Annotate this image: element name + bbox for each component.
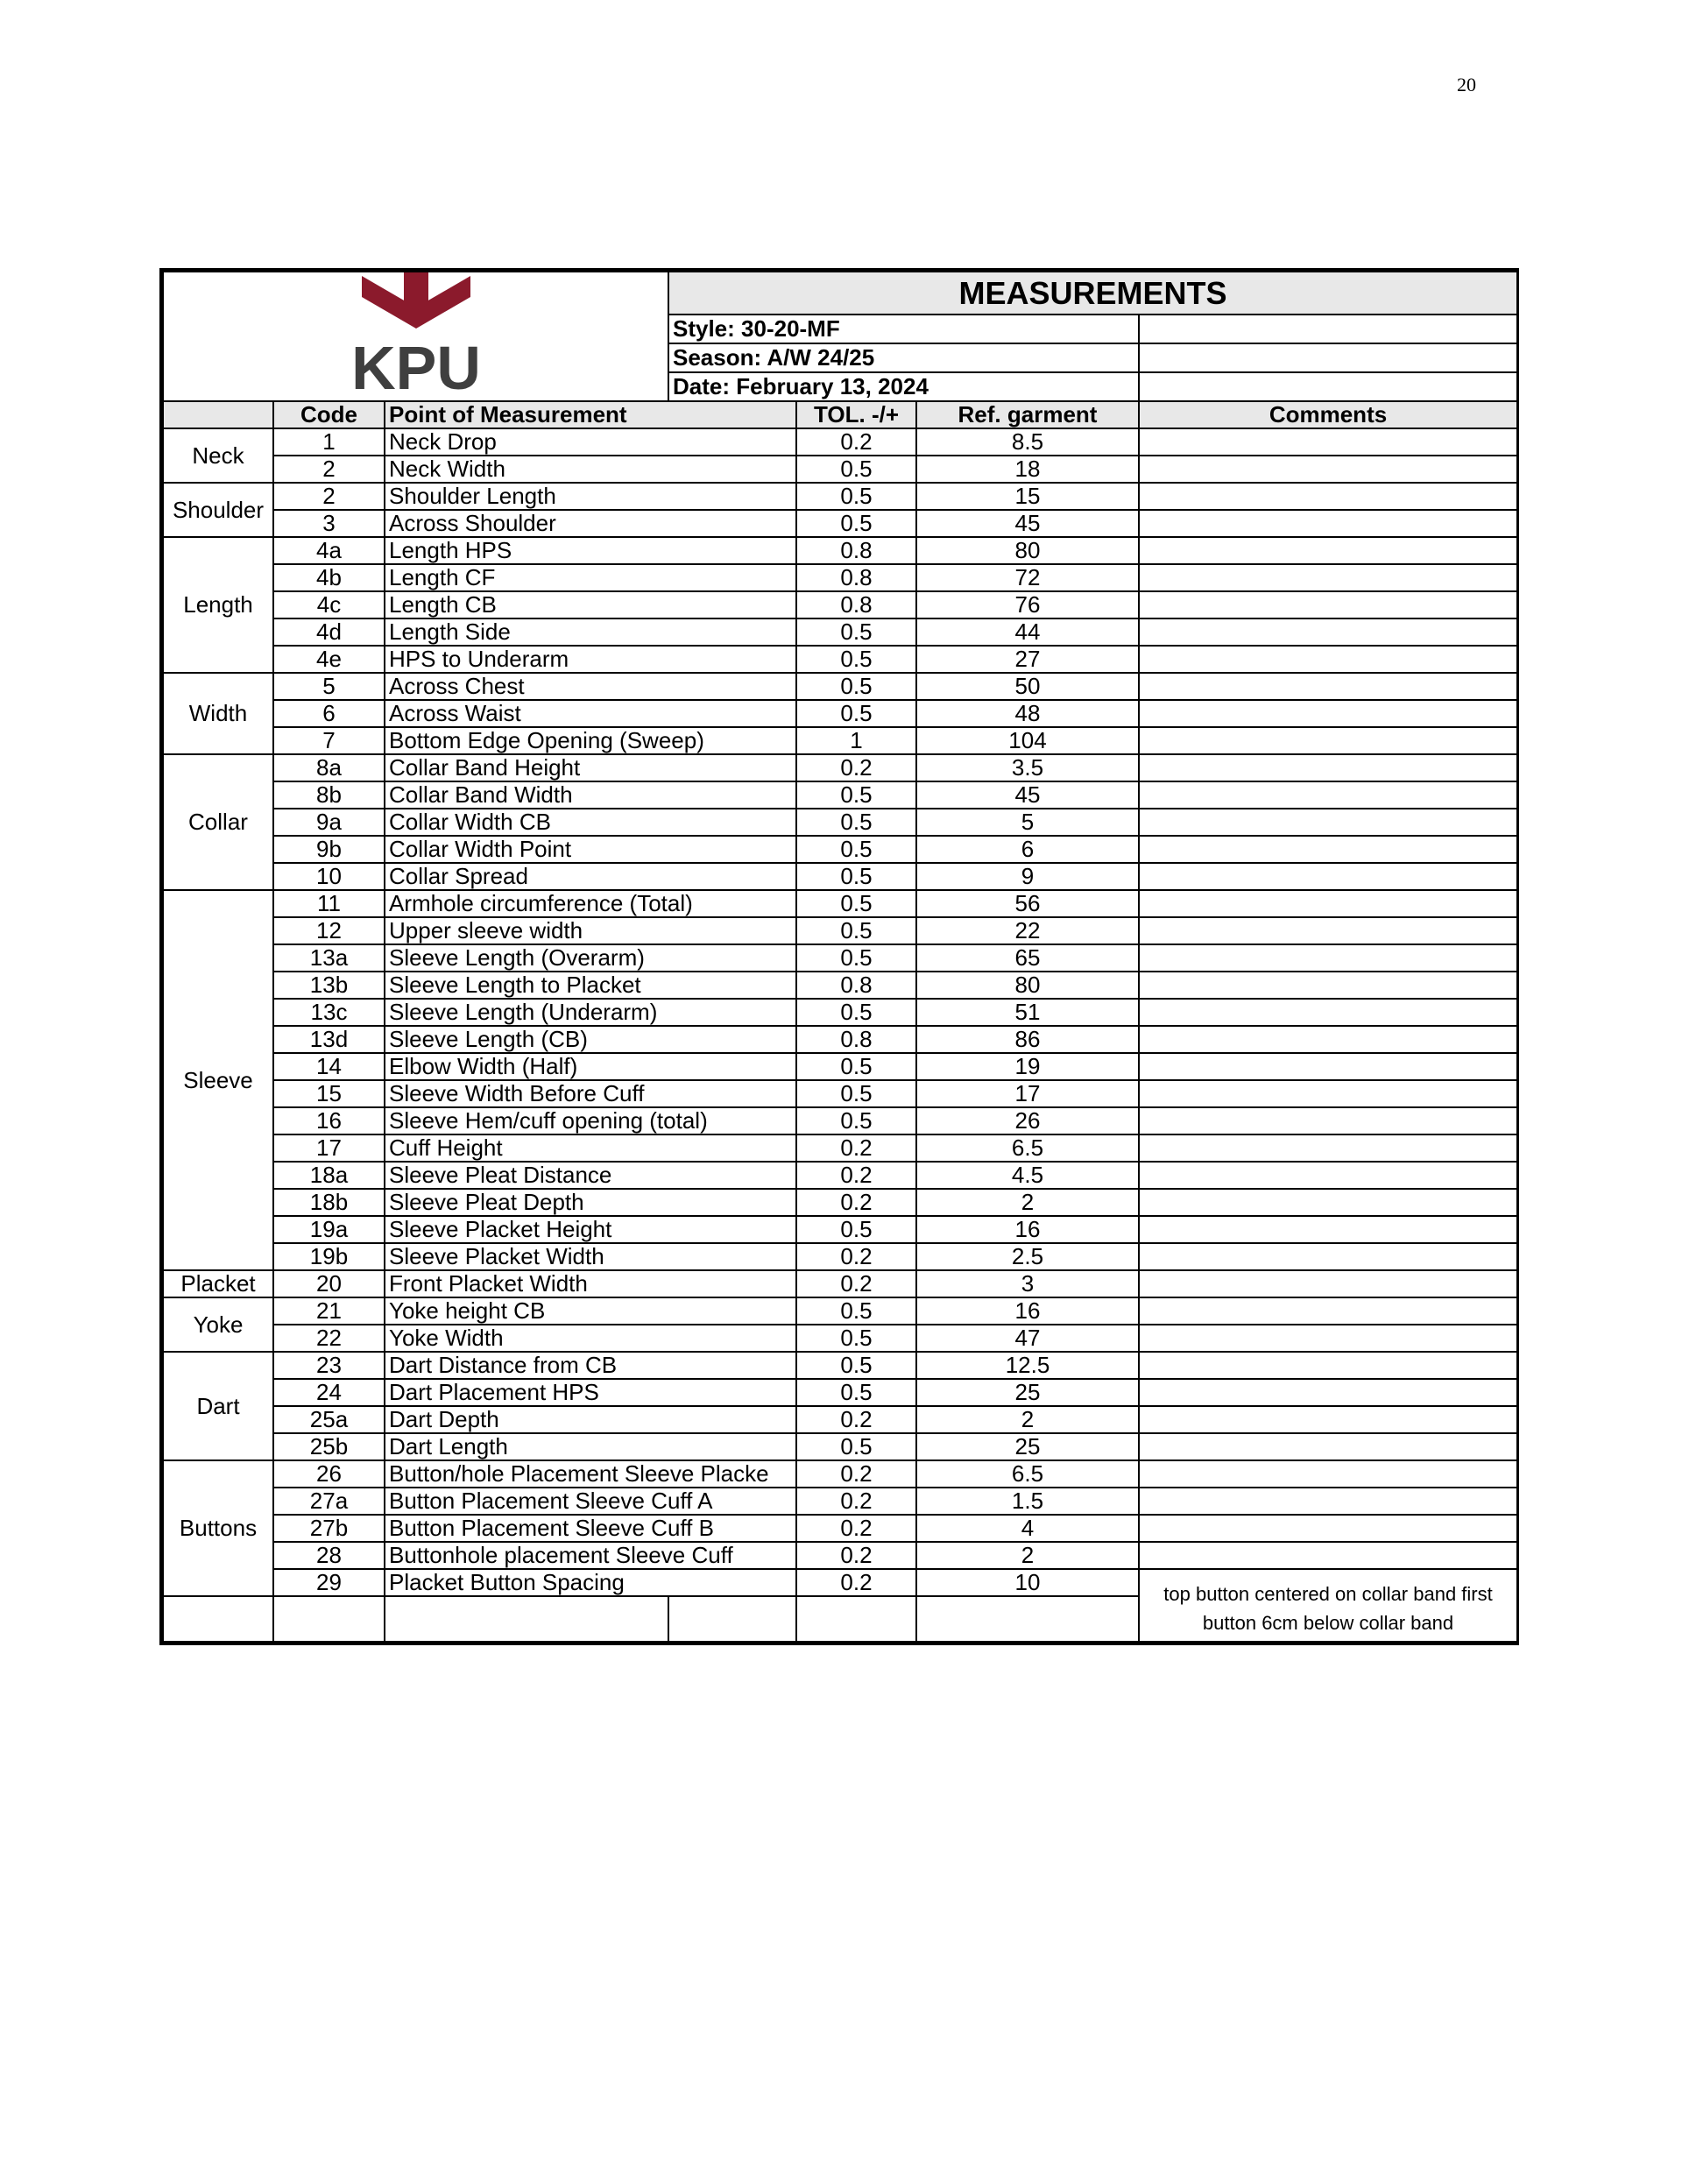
tol-cell: 0.8 xyxy=(796,1026,916,1053)
comment-cell xyxy=(1139,1053,1517,1080)
empty-cell xyxy=(916,1596,1139,1642)
ref-cell: 45 xyxy=(916,781,1139,809)
tol-cell: 0.2 xyxy=(796,1542,916,1569)
comment-cell xyxy=(1139,1216,1517,1243)
ref-cell: 80 xyxy=(916,537,1139,564)
pom-cell: Dart Depth xyxy=(385,1406,796,1433)
pom-cell: Sleeve Length (Underarm) xyxy=(385,999,796,1026)
code-cell: 28 xyxy=(273,1542,385,1569)
code-cell: 19a xyxy=(273,1216,385,1243)
code-cell: 14 xyxy=(273,1053,385,1080)
pom-cell: Collar Width Point xyxy=(385,836,796,863)
table-row xyxy=(163,700,1517,727)
code-cell: 4d xyxy=(273,618,385,646)
category-cell: Sleeve xyxy=(163,890,273,1270)
code-cell: 13a xyxy=(273,944,385,972)
pom-cell: Sleeve Length (CB) xyxy=(385,1026,796,1053)
comment-cell xyxy=(1139,863,1517,890)
comment-cell xyxy=(1139,890,1517,917)
measurement-table xyxy=(162,271,1518,1643)
code-cell: 11 xyxy=(273,890,385,917)
comment-cell xyxy=(1139,428,1517,456)
pom-cell: Dart Length xyxy=(385,1433,796,1460)
logo-text: KPU xyxy=(350,334,481,395)
code-cell: 2 xyxy=(273,483,385,510)
ref-cell: 2.5 xyxy=(916,1243,1139,1270)
code-cell: 4c xyxy=(273,591,385,618)
tol-header: TOL. -/+ xyxy=(796,401,916,428)
table-row xyxy=(163,618,1517,646)
tol-cell: 0.5 xyxy=(796,1325,916,1352)
tol-cell: 0.5 xyxy=(796,917,916,944)
ref-cell: 80 xyxy=(916,972,1139,999)
code-cell: 16 xyxy=(273,1107,385,1134)
pom-cell: Collar Width CB xyxy=(385,809,796,836)
code-cell: 9b xyxy=(273,836,385,863)
tol-cell: 0.2 xyxy=(796,1134,916,1162)
tol-cell: 0.5 xyxy=(796,890,916,917)
table-row xyxy=(163,836,1517,863)
code-cell: 25b xyxy=(273,1433,385,1460)
pom-cell: Front Placket Width xyxy=(385,1270,796,1297)
pom-cell: Sleeve Hem/cuff opening (total) xyxy=(385,1107,796,1134)
table-row xyxy=(163,1379,1517,1406)
code-header: Code xyxy=(273,401,385,428)
category-cell: Width xyxy=(163,673,273,754)
ref-cell: 1.5 xyxy=(916,1488,1139,1515)
table-row xyxy=(163,673,1517,700)
comment-cell xyxy=(1139,1325,1517,1352)
tol-cell: 0.5 xyxy=(796,863,916,890)
pom-cell: Placket Button Spacing xyxy=(385,1569,796,1596)
pom-cell: Length CF xyxy=(385,564,796,591)
table-row xyxy=(163,1080,1517,1107)
table-row xyxy=(163,1542,1517,1569)
ref-cell: 26 xyxy=(916,1107,1139,1134)
tol-cell: 0.5 xyxy=(796,1107,916,1134)
table-row xyxy=(163,1515,1517,1542)
ref-cell: 72 xyxy=(916,564,1139,591)
pom-cell: Sleeve Length to Placket xyxy=(385,972,796,999)
code-cell: 15 xyxy=(273,1080,385,1107)
comment-cell xyxy=(1139,700,1517,727)
tol-cell: 0.5 xyxy=(796,700,916,727)
tol-cell: 0.5 xyxy=(796,1352,916,1379)
code-cell: 26 xyxy=(273,1460,385,1488)
category-cell: Placket xyxy=(163,1270,273,1297)
comment-cell xyxy=(1139,1297,1517,1325)
table-row xyxy=(163,1406,1517,1433)
ref-cell: 44 xyxy=(916,618,1139,646)
code-cell: 25a xyxy=(273,1406,385,1433)
comment-cell xyxy=(1139,1406,1517,1433)
table-row xyxy=(163,1270,1517,1297)
code-cell: 18a xyxy=(273,1162,385,1189)
code-cell: 18b xyxy=(273,1189,385,1216)
tol-cell: 0.2 xyxy=(796,1406,916,1433)
style-value-cell xyxy=(1139,315,1517,343)
tol-cell: 0.5 xyxy=(796,809,916,836)
code-cell: 3 xyxy=(273,510,385,537)
code-cell: 7 xyxy=(273,727,385,754)
tol-cell: 0.5 xyxy=(796,510,916,537)
category-cell: Length xyxy=(163,537,273,673)
ref-cell: 3.5 xyxy=(916,754,1139,781)
table-row xyxy=(163,483,1517,510)
ref-cell: 3 xyxy=(916,1270,1139,1297)
category-header xyxy=(163,401,273,428)
comment-cell xyxy=(1139,972,1517,999)
table-row xyxy=(163,1162,1517,1189)
pom-cell: Elbow Width (Half) xyxy=(385,1053,796,1080)
code-cell: 29 xyxy=(273,1569,385,1596)
ref-cell: 16 xyxy=(916,1216,1139,1243)
tol-cell: 0.5 xyxy=(796,618,916,646)
pom-cell: Button Placement Sleeve Cuff B xyxy=(385,1515,796,1542)
tol-cell: 0.2 xyxy=(796,754,916,781)
ref-cell: 25 xyxy=(916,1433,1139,1460)
tol-cell: 0.8 xyxy=(796,564,916,591)
comment-cell xyxy=(1139,1433,1517,1460)
ref-cell: 6 xyxy=(916,836,1139,863)
ref-cell: 50 xyxy=(916,673,1139,700)
comment-cell xyxy=(1139,591,1517,618)
comment-cell xyxy=(1139,999,1517,1026)
comment-cell xyxy=(1139,456,1517,483)
pom-cell: Collar Band Height xyxy=(385,754,796,781)
pom-cell: Length HPS xyxy=(385,537,796,564)
category-cell: Buttons xyxy=(163,1460,273,1596)
season-field: Season: A/W 24/25 xyxy=(668,343,1139,372)
empty-cell xyxy=(163,1596,273,1642)
table-row xyxy=(163,1460,1517,1488)
comments-header: Comments xyxy=(1139,401,1517,428)
category-cell: Shoulder xyxy=(163,483,273,537)
ref-cell: 4 xyxy=(916,1515,1139,1542)
pom-cell: Dart Distance from CB xyxy=(385,1352,796,1379)
tol-cell: 0.5 xyxy=(796,836,916,863)
comment-cell xyxy=(1139,917,1517,944)
ref-cell: 56 xyxy=(916,890,1139,917)
code-cell: 8a xyxy=(273,754,385,781)
pom-cell: Button Placement Sleeve Cuff A xyxy=(385,1488,796,1515)
empty-cell xyxy=(385,1596,668,1642)
logo-cell xyxy=(163,272,668,401)
page-number: 20 xyxy=(1457,74,1476,95)
code-cell: 5 xyxy=(273,673,385,700)
ref-cell: 65 xyxy=(916,944,1139,972)
table-row xyxy=(163,428,1517,456)
pom-cell: Buttonhole placement Sleeve Cuff xyxy=(385,1542,796,1569)
ref-cell: 4.5 xyxy=(916,1162,1139,1189)
comment-cell xyxy=(1139,781,1517,809)
ref-cell: 16 xyxy=(916,1297,1139,1325)
tol-cell: 1 xyxy=(796,727,916,754)
ref-cell: 9 xyxy=(916,863,1139,890)
sheet-title: MEASUREMENTS xyxy=(668,272,1517,315)
pom-cell: Neck Drop xyxy=(385,428,796,456)
pom-cell: Sleeve Length (Overarm) xyxy=(385,944,796,972)
comment-cell xyxy=(1139,754,1517,781)
tol-cell: 0.2 xyxy=(796,1270,916,1297)
pom-cell: Collar Band Width xyxy=(385,781,796,809)
tol-cell: 0.5 xyxy=(796,1297,916,1325)
ref-cell: 25 xyxy=(916,1379,1139,1406)
comment-cell xyxy=(1139,646,1517,673)
comment-cell xyxy=(1139,1080,1517,1107)
comment-note: top button centered on collar band first button 6cm below collar band xyxy=(1139,1569,1517,1642)
ref-cell: 19 xyxy=(916,1053,1139,1080)
ref-cell: 48 xyxy=(916,700,1139,727)
pom-cell: Bottom Edge Opening (Sweep) xyxy=(385,727,796,754)
pom-cell: Yoke height CB xyxy=(385,1297,796,1325)
table-row xyxy=(163,1134,1517,1162)
table-row xyxy=(163,1325,1517,1352)
ref-cell: 22 xyxy=(916,917,1139,944)
code-cell: 27b xyxy=(273,1515,385,1542)
ref-cell: 15 xyxy=(916,483,1139,510)
comment-cell xyxy=(1139,1270,1517,1297)
category-cell: Yoke xyxy=(163,1297,273,1352)
tol-cell: 0.2 xyxy=(796,1515,916,1542)
pom-cell: Yoke Width xyxy=(385,1325,796,1352)
comment-cell xyxy=(1139,1189,1517,1216)
comment-cell xyxy=(1139,1352,1517,1379)
tol-cell: 0.2 xyxy=(796,1460,916,1488)
table-row xyxy=(163,1569,1517,1596)
comment-cell xyxy=(1139,673,1517,700)
table-row xyxy=(163,564,1517,591)
ref-cell: 2 xyxy=(916,1406,1139,1433)
table-row xyxy=(163,727,1517,754)
code-cell: 19b xyxy=(273,1243,385,1270)
table-row xyxy=(163,537,1517,564)
code-cell: 20 xyxy=(273,1270,385,1297)
date-value-cell xyxy=(1139,372,1517,401)
ref-cell: 2 xyxy=(916,1189,1139,1216)
code-cell: 22 xyxy=(273,1325,385,1352)
table-row xyxy=(163,890,1517,917)
pom-cell: Length CB xyxy=(385,591,796,618)
table-row xyxy=(163,754,1517,781)
ref-cell: 27 xyxy=(916,646,1139,673)
code-cell: 17 xyxy=(273,1134,385,1162)
empty-cell xyxy=(668,1596,796,1642)
ref-cell: 6.5 xyxy=(916,1460,1139,1488)
tol-cell: 0.5 xyxy=(796,781,916,809)
tol-cell: 0.5 xyxy=(796,673,916,700)
tol-cell: 0.5 xyxy=(796,1379,916,1406)
comment-cell xyxy=(1139,1515,1517,1542)
comment-cell xyxy=(1139,1243,1517,1270)
tol-cell: 0.2 xyxy=(796,1243,916,1270)
ref-cell: 5 xyxy=(916,809,1139,836)
tol-cell: 0.2 xyxy=(796,428,916,456)
code-cell: 4e xyxy=(273,646,385,673)
ref-cell: 10 xyxy=(916,1569,1139,1596)
comment-cell xyxy=(1139,1134,1517,1162)
comment-cell xyxy=(1139,483,1517,510)
pom-cell: Length Side xyxy=(385,618,796,646)
table-row xyxy=(163,1216,1517,1243)
measurement-sheet xyxy=(159,268,1519,1645)
table-row xyxy=(163,591,1517,618)
code-cell: 12 xyxy=(273,917,385,944)
tol-cell: 0.2 xyxy=(796,1569,916,1596)
ref-cell: 45 xyxy=(916,510,1139,537)
code-cell: 4b xyxy=(273,564,385,591)
code-cell: 8b xyxy=(273,781,385,809)
comment-cell xyxy=(1139,510,1517,537)
pom-cell: Across Chest xyxy=(385,673,796,700)
ref-cell: 8.5 xyxy=(916,428,1139,456)
pom-cell: Across Shoulder xyxy=(385,510,796,537)
code-cell: 2 xyxy=(273,456,385,483)
table-row xyxy=(163,972,1517,999)
style-field: Style: 30-20-MF xyxy=(668,315,1139,343)
empty-cell xyxy=(273,1596,385,1642)
comment-cell xyxy=(1139,1026,1517,1053)
pom-header: Point of Measurement xyxy=(385,401,796,428)
tol-cell: 0.2 xyxy=(796,1488,916,1515)
ref-cell: 12.5 xyxy=(916,1352,1139,1379)
table-row xyxy=(163,1433,1517,1460)
tol-cell: 0.8 xyxy=(796,591,916,618)
table-row xyxy=(163,1243,1517,1270)
table-row xyxy=(163,1053,1517,1080)
comment-cell xyxy=(1139,618,1517,646)
tol-cell: 0.5 xyxy=(796,483,916,510)
code-cell: 1 xyxy=(273,428,385,456)
category-cell: Neck xyxy=(163,428,273,483)
comment-cell xyxy=(1139,564,1517,591)
code-cell: 21 xyxy=(273,1297,385,1325)
code-cell: 13d xyxy=(273,1026,385,1053)
comment-cell xyxy=(1139,836,1517,863)
table-row xyxy=(163,1026,1517,1053)
tol-cell: 0.5 xyxy=(796,456,916,483)
comment-cell xyxy=(1139,1107,1517,1134)
ref-cell: 51 xyxy=(916,999,1139,1026)
comment-cell xyxy=(1139,1460,1517,1488)
code-cell: 10 xyxy=(273,863,385,890)
comment-cell xyxy=(1139,809,1517,836)
tol-cell: 0.5 xyxy=(796,1433,916,1460)
pom-cell: Sleeve Placket Width xyxy=(385,1243,796,1270)
code-cell: 24 xyxy=(273,1379,385,1406)
table-row xyxy=(163,1488,1517,1515)
empty-cell xyxy=(796,1596,916,1642)
table-row xyxy=(163,1352,1517,1379)
tol-cell: 0.8 xyxy=(796,972,916,999)
comment-cell xyxy=(1139,1379,1517,1406)
code-cell: 9a xyxy=(273,809,385,836)
pom-cell: HPS to Underarm xyxy=(385,646,796,673)
tol-cell: 0.5 xyxy=(796,999,916,1026)
code-cell: 13b xyxy=(273,972,385,999)
code-cell: 13c xyxy=(273,999,385,1026)
tol-cell: 0.5 xyxy=(796,646,916,673)
kpu-logo xyxy=(329,272,504,395)
pom-cell: Neck Width xyxy=(385,456,796,483)
comment-cell xyxy=(1139,944,1517,972)
table-row xyxy=(163,1107,1517,1134)
tol-cell: 0.2 xyxy=(796,1162,916,1189)
pom-cell: Armhole circumference (Total) xyxy=(385,890,796,917)
ref-header: Ref. garment xyxy=(916,401,1139,428)
table-row xyxy=(163,1297,1517,1325)
table-row xyxy=(163,863,1517,890)
comment-cell xyxy=(1139,1488,1517,1515)
table-row xyxy=(163,646,1517,673)
pom-cell: Sleeve Pleat Depth xyxy=(385,1189,796,1216)
code-cell: 23 xyxy=(273,1352,385,1379)
code-cell: 6 xyxy=(273,700,385,727)
table-row xyxy=(163,510,1517,537)
category-cell: Collar xyxy=(163,754,273,890)
tol-cell: 0.2 xyxy=(796,1189,916,1216)
ref-cell: 76 xyxy=(916,591,1139,618)
ref-cell: 18 xyxy=(916,456,1139,483)
table-row xyxy=(163,456,1517,483)
pom-cell: Shoulder Length xyxy=(385,483,796,510)
pom-cell: Sleeve Pleat Distance xyxy=(385,1162,796,1189)
pom-cell: Button/hole Placement Sleeve Placke xyxy=(385,1460,796,1488)
tol-cell: 0.8 xyxy=(796,537,916,564)
table-row xyxy=(163,1189,1517,1216)
tol-cell: 0.5 xyxy=(796,1053,916,1080)
date-field: Date: February 13, 2024 xyxy=(668,372,1139,401)
ref-cell: 2 xyxy=(916,1542,1139,1569)
table-row xyxy=(163,917,1517,944)
code-cell: 4a xyxy=(273,537,385,564)
ref-cell: 17 xyxy=(916,1080,1139,1107)
comment-cell xyxy=(1139,537,1517,564)
table-row xyxy=(163,781,1517,809)
tol-cell: 0.5 xyxy=(796,1216,916,1243)
comment-cell xyxy=(1139,1162,1517,1189)
code-cell: 27a xyxy=(273,1488,385,1515)
table-row xyxy=(163,944,1517,972)
pom-cell: Upper sleeve width xyxy=(385,917,796,944)
category-cell: Dart xyxy=(163,1352,273,1460)
pom-cell: Sleeve Width Before Cuff xyxy=(385,1080,796,1107)
tol-cell: 0.5 xyxy=(796,944,916,972)
ref-cell: 104 xyxy=(916,727,1139,754)
season-value-cell xyxy=(1139,343,1517,372)
tol-cell: 0.5 xyxy=(796,1080,916,1107)
table-row xyxy=(163,809,1517,836)
pom-cell: Dart Placement HPS xyxy=(385,1379,796,1406)
pom-cell: Collar Spread xyxy=(385,863,796,890)
comment-cell xyxy=(1139,727,1517,754)
ref-cell: 47 xyxy=(916,1325,1139,1352)
pom-cell: Across Waist xyxy=(385,700,796,727)
comment-cell xyxy=(1139,1542,1517,1569)
table-row xyxy=(163,999,1517,1026)
ref-cell: 6.5 xyxy=(916,1134,1139,1162)
ref-cell: 86 xyxy=(916,1026,1139,1053)
pom-cell: Sleeve Placket Height xyxy=(385,1216,796,1243)
pom-cell: Cuff Height xyxy=(385,1134,796,1162)
column-header-row xyxy=(163,401,1517,428)
